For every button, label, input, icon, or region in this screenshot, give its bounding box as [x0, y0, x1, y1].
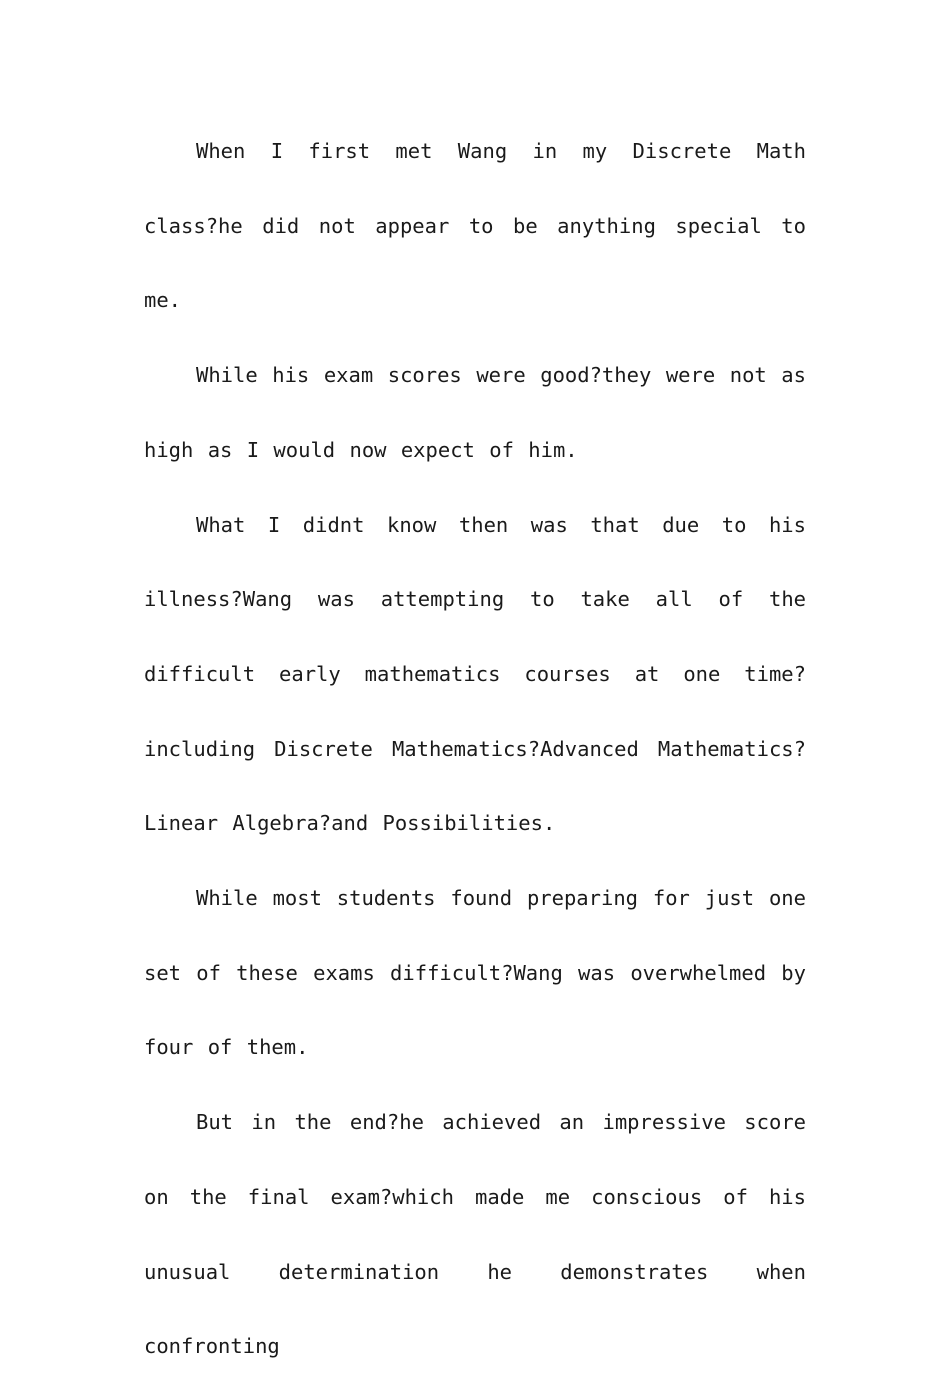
paragraph-2: While his exam scores were good?they were not as high as I would now expect of him. [144, 363, 806, 462]
paragraph-1: When I first met Wang in my Discrete Math class?he did not appear to be anything special to me. [144, 139, 806, 313]
paragraph-3: What I didnt know then was that due to his illness?Wang was attempting to take all of the difficult early mathematics courses at one time?including Discrete Mathematics?Advanced Mathematics?Linear Algebra?and Possibilities. [144, 512, 806, 836]
body-text [144, 114, 806, 1384]
paragraph-4: While most students found preparing for just one set of these exams difficult?Wang was overwhelmed by four of them. [144, 886, 806, 1060]
paragraph-5: But in the end?he achieved an impressive score on the final exam?which made me conscious of his unusual determination he demonstrates when confronting [144, 1110, 806, 1359]
